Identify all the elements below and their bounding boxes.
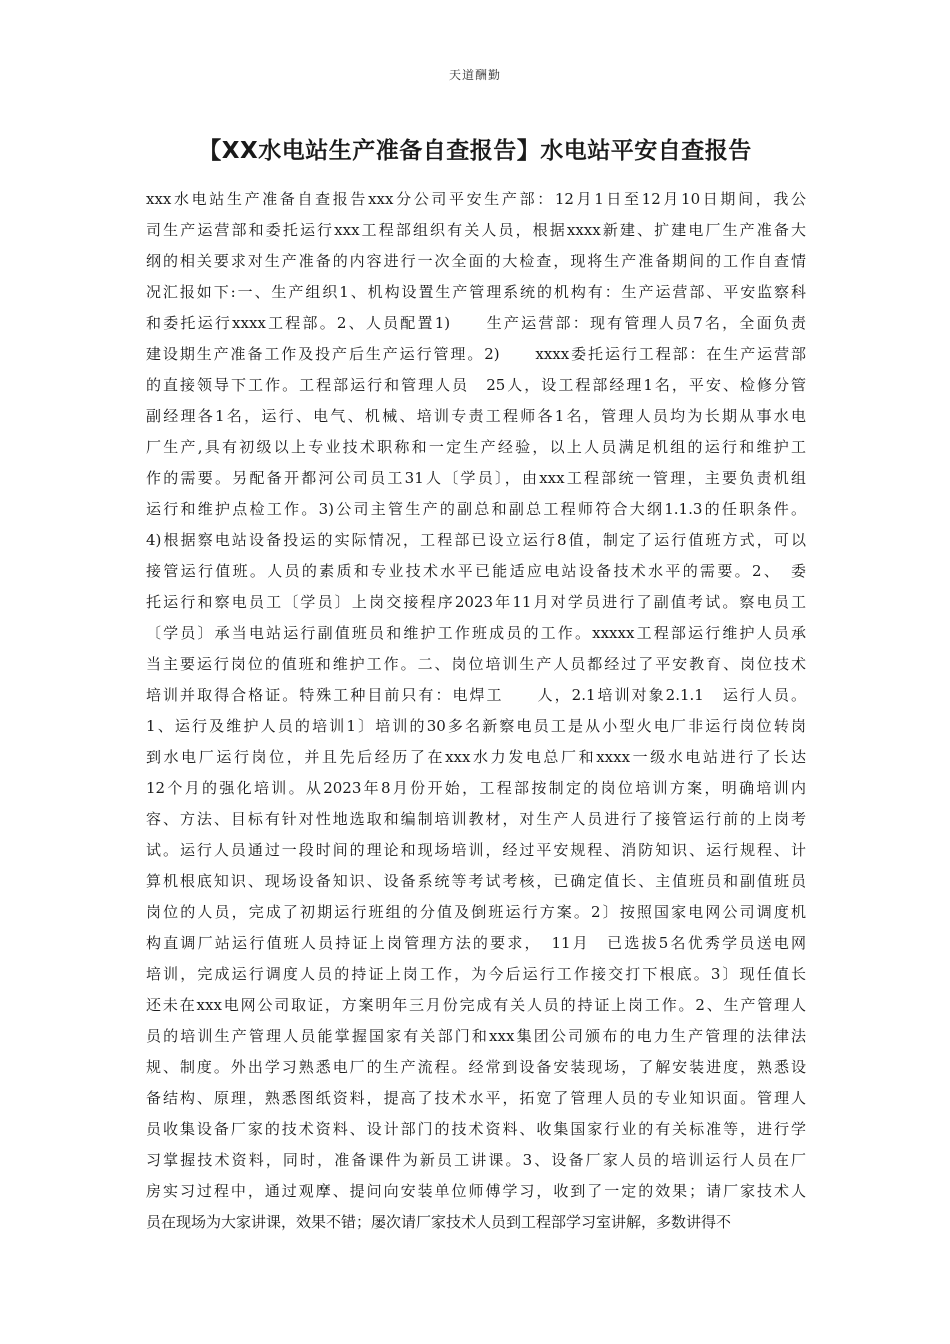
body-line: 试。运行人员通过一段时间的理论和现场培训，经过平安规程、消防知识、运行规程、计 <box>146 841 806 859</box>
body-line: 当主要运行岗位的值班和维护工作。二、岗位培训生产人员都经过了平安教育、岗位技术 <box>146 655 806 673</box>
body-line: 况汇报如下:一、生产组织1、机构设置生产管理系统的机构有：生产运营部、平安监察科 <box>146 283 806 301</box>
body-line: 员在现场为大家讲课，效果不错；屡次请厂家技术人员到工程部学习室讲解，多数讲得不 <box>146 1213 732 1231</box>
body-line: 规、制度。外出学习熟悉电厂的生产流程。经常到设备安装现场，了解安装进度，熟悉设 <box>146 1058 806 1076</box>
body-line: 岗位的人员，完成了初期运行班组的分值及倒班运行方案。2〕按照国家电网公司调度机 <box>146 903 806 921</box>
body-line: 托运行和察电员工〔学员〕上岗交接程序2023年11月对学员进行了副值考试。察电员工 <box>146 593 806 611</box>
body-line: 司生产运营部和委托运行xxx工程部组织有关人员，根据xxxx新建、扩建电厂生产准备大 <box>146 221 806 239</box>
body-line: 厂生产,具有初级以上专业技术职称和一定生产经验，以上人员满足机组的运行和维护工 <box>146 438 806 456</box>
body-line: 构直调厂站运行值班人员持证上岗管理方法的要求， 11月 已选拔5名优秀学员送电网 <box>146 934 806 952</box>
body-line: 〔学员〕承当电站运行副值班员和维护工作班成员的工作。xxxxx工程部运行维护人员承 <box>146 624 806 642</box>
body-line: 培训并取得合格证。特殊工种目前只有：电焊工 人，2.1培训对象2.1.1 运行人员。 <box>146 686 806 704</box>
body-line: 还未在xxx电网公司取证，方案明年三月份完成有关人员的持证上岗工作。2、生产管理人 <box>146 996 806 1014</box>
body-line: 房实习过程中，通过观摩、提问向安装单位师傅学习，收到了一定的效果；请厂家技术人 <box>146 1182 806 1200</box>
document-title: 【XX水电站生产准备自查报告】水电站平安自查报告 <box>198 138 752 164</box>
body-line: 纲的相关要求对生产准备的内容进行一次全面的大检查，现将生产准备期间的工作自查情 <box>146 252 806 270</box>
body-line: 1、运行及维护人员的培训1〕培训的30多名新察电员工是从小型火电厂非运行岗位转岗 <box>146 717 806 735</box>
body-line: 的直接领导下工作。工程部运行和管理人员 25人，设工程部经理1名，平安、检修分管 <box>146 376 806 394</box>
body-line: xxx水电站生产准备自查报告xxx分公司平安生产部：12月1日至12月10日期间，我公 <box>146 190 806 208</box>
body-line: 备结构、原理，熟悉图纸资料，提高了技术水平，拓宽了管理人员的专业知识面。管理人 <box>146 1089 806 1107</box>
body-line: 习掌握技术资料，同时，准备课件为新员工讲课。3、设备厂家人员的培训运行人员在厂 <box>146 1151 806 1169</box>
body-line: 副经理各1名，运行、电气、机械、培训专责工程师各1名，管理人员均为长期从事水电 <box>146 407 806 425</box>
body-line: 员收集设备厂家的技术资料、设计部门的技术资料、收集国家行业的有关标准等，进行学 <box>146 1120 806 1138</box>
body-line: 接管运行值班。人员的素质和专业技术水平已能适应电站设备技术水平的需要。2、 委 <box>146 562 806 580</box>
body-line: 运行和维护点检工作。3)公司主管生产的副总和副总工程师符合大纲1.1.3的任职条件。 <box>146 500 806 518</box>
body-line: 到水电厂运行岗位，并且先后经历了在xxx水力发电总厂和xxxx一级水电站进行了长达 <box>146 748 806 766</box>
body-line: 算机根底知识、现场设备知识、设备系统等考试考核，已确定值长、主值班员和副值班员 <box>146 872 806 890</box>
body-line: 和委托运行xxxx工程部。2、人员配置1) 生产运营部：现有管理人员7名，全面负责 <box>146 314 806 332</box>
body-line: 12个月的强化培训。从2023年8月份开始，工程部按制定的岗位培训方案，明确培训内 <box>146 779 806 797</box>
body-line: 员的培训生产管理人员能掌握国家有关部门和xxx集团公司颁布的电力生产管理的法律法 <box>146 1027 806 1045</box>
body-line: 建设期生产准备工作及投产后生产运行管理。2) xxxx委托运行工程部：在生产运营部 <box>146 345 806 363</box>
document-body <box>146 184 806 1238</box>
body-line: 作的需要。另配备开都河公司员工31人〔学员〕，由xxx工程部统一管理，主要负责机组 <box>146 469 806 487</box>
body-line: 4)根据察电站设备投运的实际情况，工程部已设立运行8值，制定了运行值班方式，可以 <box>146 531 806 549</box>
body-line: 容、方法、目标有针对性地选取和编制培训教材，对生产人员进行了接管运行前的上岗考 <box>146 810 806 828</box>
body-line: 培训，完成运行调度人员的持证上岗工作，为今后运行工作接交打下根底。3〕现任值长 <box>146 965 806 983</box>
page-header: 天道酬勤 <box>448 68 501 82</box>
